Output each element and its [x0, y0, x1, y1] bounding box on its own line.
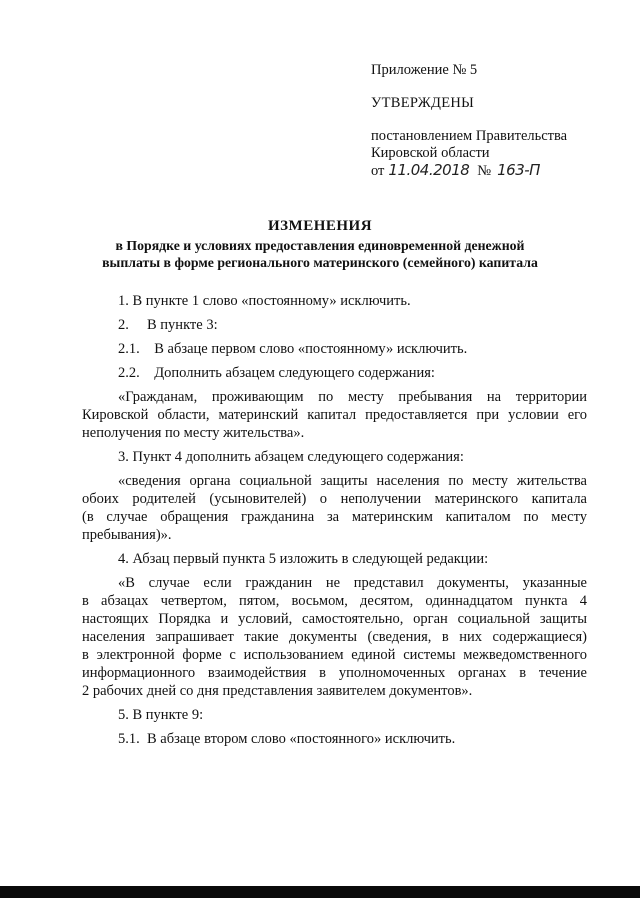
approval-authority-line2: Кировской области — [371, 145, 490, 161]
text-line: в электронной форме с использованием единой системы межведомственного — [82, 647, 587, 663]
document-heading — [60, 218, 580, 271]
subtitle-line-2: выплаты в форме регионального материнского (семейного) капитала — [102, 255, 538, 270]
text-line: населения запрашивает такие документы (сведения, в них содержащиеся) — [82, 629, 587, 645]
approval-authority-line1: постановлением Правительства — [371, 128, 568, 144]
text-line: 2 рабочих дней со дня представления заявителем документов». — [82, 683, 473, 699]
handwritten-date: 11.04.2018 — [388, 161, 470, 179]
approval-date-row — [371, 162, 621, 180]
document-body — [82, 292, 587, 754]
paragraph-item-5 — [82, 706, 587, 724]
scan-edge-bar — [0, 886, 640, 898]
text-line: информационного взаимодействия в уполномоченных органах в течение — [82, 665, 587, 681]
paragraph-item-4 — [82, 550, 587, 568]
quoted-paragraph-2 — [82, 472, 587, 544]
text-line: «Гражданам, проживающим по месту пребывания на территории — [118, 389, 587, 405]
text-line: 3. Пункт 4 дополнить абзацем следующего содержания: — [118, 449, 464, 465]
annex-number: Приложение № 5 — [371, 62, 478, 78]
paragraph-item-2-1 — [82, 340, 587, 358]
approved-label: УТВЕРЖДЕНЫ — [371, 95, 475, 111]
paragraph-item-2 — [82, 316, 587, 334]
approval-stamp — [371, 62, 621, 180]
handwritten-resolution-number: 163-П — [497, 161, 540, 179]
text-line: пребывания)». — [82, 527, 172, 543]
document-title: ИЗМЕНЕНИЯ — [267, 218, 373, 234]
quoted-paragraph-3 — [82, 574, 587, 700]
text-line: «В случае если гражданин не представил документы, указанные — [118, 575, 587, 591]
date-prefix: от — [371, 163, 385, 179]
text-line: «сведения органа социальной защиты населения по месту жительства — [118, 473, 587, 489]
text-line: 4. Абзац первый пункта 5 изложить в следующей редакции: — [118, 551, 489, 567]
text-line: 1. В пункте 1 слово «постоянному» исключить. — [118, 293, 411, 309]
paragraph-item-3 — [82, 448, 587, 466]
text-line: 5. В пункте 9: — [118, 707, 204, 723]
paragraph-item-2-2 — [82, 364, 587, 382]
text-line: 2.2. Дополнить абзацем следующего содержания: — [118, 365, 435, 381]
subtitle-line-1: в Порядке и условиях предоставления единовременной денежной — [115, 238, 525, 253]
paragraph-item-5-1 — [82, 730, 587, 748]
text-line: настоящих Порядка и условий, самостоятельно, орган социальной защиты — [82, 611, 587, 627]
paragraph-item-1 — [82, 292, 587, 310]
text-line: 2. В пункте 3: — [118, 317, 218, 333]
text-line: Кировской области, материнский капитал предоставляется при условии его — [82, 407, 587, 423]
text-line: (в случае обращения гражданина за материнским капиталом по месту — [82, 509, 587, 525]
text-line: 2.1. В абзаце первом слово «постоянному» исключить. — [118, 341, 468, 357]
text-line: неполучения по месту жительства». — [82, 425, 305, 441]
text-line: в абзацах четвертом, пятом, восьмом, десятом, одиннадцатом пункта 4 — [82, 593, 587, 609]
quoted-paragraph-1 — [82, 388, 587, 442]
text-line: обоих родителей (усыновителей) о неполучении материнского капитала — [82, 491, 587, 507]
number-sign: № — [477, 163, 492, 179]
text-line: 5.1. В абзаце втором слово «постоянного» исключить. — [118, 731, 456, 747]
